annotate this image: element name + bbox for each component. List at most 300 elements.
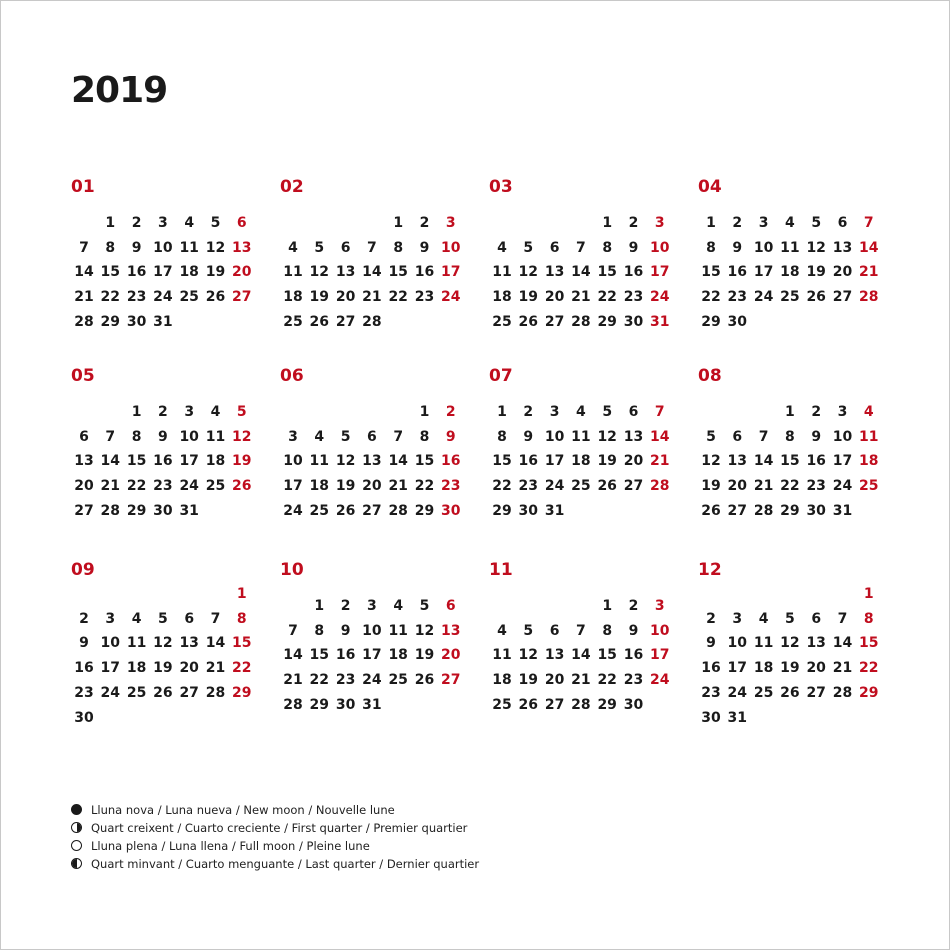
week-row <box>698 260 888 284</box>
week-row <box>280 693 470 717</box>
week-row <box>71 499 261 523</box>
day-date: 21 <box>362 289 382 306</box>
week-row <box>489 400 679 424</box>
day-date: 4 <box>785 215 795 231</box>
sunday-date: 3 <box>654 215 665 231</box>
day-date: 19 <box>518 672 539 689</box>
day-date: 14 <box>832 635 853 652</box>
day-date: 23 <box>126 289 147 306</box>
day-date: 4 <box>758 610 769 627</box>
day-date: 4 <box>210 404 221 420</box>
day-date: 2 <box>628 598 639 614</box>
day-date: 31 <box>153 313 173 330</box>
legend-label: Lluna plena / Luna llena / Full moon / Pleine lune <box>91 839 370 853</box>
day-date: 1 <box>785 404 795 420</box>
day-date: 29 <box>780 502 800 519</box>
day-date: 18 <box>126 660 147 677</box>
day-date: 19 <box>153 660 173 677</box>
day-date: 15 <box>414 453 435 470</box>
week-row <box>698 582 888 606</box>
week-row <box>698 631 888 655</box>
day-date: 29 <box>701 313 721 330</box>
day-date: 8 <box>105 239 116 256</box>
month-title: 10 <box>280 560 304 580</box>
month-title: 01 <box>71 177 95 197</box>
week-row <box>71 310 261 334</box>
day-date: 15 <box>701 264 721 281</box>
sunday-date: 17 <box>650 647 670 664</box>
day-date: 13 <box>74 453 94 470</box>
day-date: 9 <box>158 428 168 445</box>
month-title: 02 <box>280 177 304 197</box>
day-date: 6 <box>79 428 89 445</box>
day-date: 12 <box>309 264 330 281</box>
sunday-date: 14 <box>650 428 670 445</box>
day-date: 15 <box>100 264 121 281</box>
day-date: 2 <box>131 215 142 231</box>
sunday-date: 13 <box>232 239 252 256</box>
sunday-date: 29 <box>232 684 252 701</box>
week-row <box>698 425 888 449</box>
week-row <box>489 693 679 717</box>
day-date: 2 <box>158 404 168 420</box>
day-date: 14 <box>753 453 774 470</box>
day-date: 3 <box>184 404 195 420</box>
sunday-date: 5 <box>236 404 247 420</box>
last-quarter-moon-icon <box>71 858 82 869</box>
week-row <box>71 631 261 655</box>
week-row <box>280 668 470 692</box>
month-title: 11 <box>489 560 513 580</box>
sunday-date: 7 <box>654 404 665 420</box>
day-date: 13 <box>806 635 826 652</box>
day-date: 10 <box>727 635 748 652</box>
day-date: 10 <box>753 239 774 256</box>
sunday-date: 20 <box>232 264 252 281</box>
day-date: 14 <box>362 264 382 281</box>
day-date: 24 <box>727 684 748 701</box>
week-row <box>280 285 470 309</box>
sunday-date: 1 <box>236 586 247 602</box>
week-row <box>280 499 470 523</box>
legend-label: Quart minvant / Cuarto menguante / Last quarter / Dernier quartier <box>91 857 480 871</box>
day-date: 24 <box>153 289 173 306</box>
sunday-date: 9 <box>445 428 456 445</box>
day-date: 21 <box>74 289 94 306</box>
sunday-date: 6 <box>445 598 456 614</box>
sunday-date: 15 <box>859 635 879 652</box>
month-title: 08 <box>698 366 722 386</box>
week-row <box>489 499 679 523</box>
day-date: 29 <box>309 696 330 713</box>
day-date: 4 <box>393 598 404 614</box>
sunday-date: 28 <box>650 478 670 495</box>
day-date: 20 <box>179 660 199 677</box>
week-row <box>489 668 679 692</box>
week-row <box>71 681 261 705</box>
day-date: 31 <box>362 696 382 713</box>
day-date: 23 <box>518 478 539 495</box>
day-date: 17 <box>753 264 774 281</box>
day-date: 21 <box>753 478 774 495</box>
sunday-date: 20 <box>441 647 461 664</box>
day-date: 5 <box>523 239 534 256</box>
day-date: 30 <box>74 709 94 726</box>
week-row <box>489 425 679 449</box>
day-date: 6 <box>811 610 822 627</box>
day-date: 30 <box>806 502 826 519</box>
day-date: 29 <box>597 313 617 330</box>
week-row <box>71 236 261 260</box>
day-date: 9 <box>340 622 351 639</box>
day-date: 9 <box>523 428 534 445</box>
day-date: 11 <box>283 264 303 281</box>
day-date: 11 <box>492 647 512 664</box>
full-moon-icon <box>71 840 82 851</box>
day-date: 3 <box>367 598 377 614</box>
day-date: 16 <box>414 264 435 281</box>
day-date: 30 <box>727 313 748 330</box>
month-title: 07 <box>489 366 513 386</box>
sunday-date: 19 <box>232 453 252 470</box>
day-date: 14 <box>571 647 591 664</box>
day-date: 21 <box>205 660 226 677</box>
sunday-date: 11 <box>859 428 879 445</box>
day-date: 17 <box>100 660 121 677</box>
day-date: 16 <box>701 660 721 677</box>
day-date: 10 <box>544 428 565 445</box>
week-row <box>71 656 261 680</box>
day-date: 26 <box>309 313 330 330</box>
week-row <box>489 594 679 618</box>
day-date: 6 <box>549 622 560 639</box>
day-date: 16 <box>518 453 539 470</box>
day-date: 2 <box>706 610 716 627</box>
sunday-date: 10 <box>650 239 670 256</box>
month-title: 05 <box>71 366 95 386</box>
day-date: 5 <box>419 598 430 614</box>
sunday-date: 2 <box>445 404 456 420</box>
day-date: 18 <box>492 672 512 689</box>
day-date: 16 <box>727 264 748 281</box>
day-date: 15 <box>126 453 147 470</box>
day-date: 2 <box>523 404 534 420</box>
day-date: 28 <box>571 313 591 330</box>
day-date: 29 <box>414 502 435 519</box>
day-date: 23 <box>623 289 644 306</box>
day-date: 12 <box>153 635 173 652</box>
sunday-date: 8 <box>236 610 247 627</box>
day-date: 28 <box>74 313 94 330</box>
day-date: 11 <box>309 453 330 470</box>
day-date: 2 <box>340 598 351 614</box>
day-date: 1 <box>602 598 613 614</box>
day-date: 3 <box>549 404 560 420</box>
day-date: 26 <box>518 313 539 330</box>
day-date: 30 <box>518 502 539 519</box>
day-date: 21 <box>283 672 303 689</box>
day-date: 9 <box>628 239 639 256</box>
day-date: 11 <box>205 428 226 445</box>
week-row <box>698 681 888 705</box>
day-date: 31 <box>832 502 853 519</box>
day-date: 28 <box>205 684 226 701</box>
day-date: 31 <box>179 502 199 519</box>
day-date: 29 <box>492 502 512 519</box>
day-date: 25 <box>205 478 226 495</box>
day-date: 20 <box>544 672 565 689</box>
week-row <box>489 285 679 309</box>
day-date: 18 <box>205 453 226 470</box>
sunday-date: 18 <box>859 453 879 470</box>
day-date: 28 <box>283 696 303 713</box>
day-date: 17 <box>179 453 199 470</box>
day-date: 18 <box>571 453 591 470</box>
month-title: 04 <box>698 177 722 197</box>
day-date: 5 <box>706 428 716 445</box>
sunday-date: 14 <box>859 239 879 256</box>
day-date: 27 <box>362 502 382 519</box>
day-date: 26 <box>597 478 617 495</box>
day-date: 15 <box>309 647 330 664</box>
day-date: 7 <box>288 622 298 639</box>
week-row <box>71 211 261 235</box>
day-date: 18 <box>753 660 774 677</box>
day-date: 28 <box>753 502 774 519</box>
day-date: 30 <box>623 313 644 330</box>
day-date: 19 <box>309 289 330 306</box>
week-row <box>71 260 261 284</box>
day-date: 7 <box>367 239 377 256</box>
day-date: 6 <box>732 428 743 445</box>
day-date: 31 <box>727 709 748 726</box>
day-date: 1 <box>706 215 716 231</box>
day-date: 5 <box>785 610 795 627</box>
week-row <box>489 211 679 235</box>
day-date: 13 <box>544 647 565 664</box>
year-title: 2019 <box>71 70 168 111</box>
day-date: 7 <box>393 428 404 445</box>
week-row <box>71 285 261 309</box>
day-date: 8 <box>419 428 430 445</box>
day-date: 5 <box>210 215 221 231</box>
sunday-date: 4 <box>863 404 874 420</box>
day-date: 25 <box>571 478 591 495</box>
day-date: 16 <box>623 264 644 281</box>
day-date: 18 <box>388 647 408 664</box>
day-date: 26 <box>414 672 435 689</box>
day-date: 11 <box>388 622 408 639</box>
sunday-date: 16 <box>441 453 461 470</box>
day-date: 22 <box>126 478 147 495</box>
day-date: 26 <box>335 502 356 519</box>
day-date: 9 <box>131 239 142 256</box>
day-date: 25 <box>283 313 303 330</box>
day-date: 12 <box>806 239 826 256</box>
day-date: 22 <box>309 672 330 689</box>
day-date: 4 <box>497 239 507 256</box>
week-row <box>280 425 470 449</box>
sunday-date: 26 <box>232 478 252 495</box>
day-date: 16 <box>153 453 173 470</box>
day-date: 5 <box>158 610 168 627</box>
day-date: 5 <box>523 622 534 639</box>
month-title: 12 <box>698 560 722 580</box>
day-date: 22 <box>388 289 408 306</box>
day-date: 31 <box>544 502 565 519</box>
day-date: 17 <box>153 264 173 281</box>
day-date: 7 <box>758 428 769 445</box>
day-date: 1 <box>419 404 430 420</box>
day-date: 25 <box>492 313 512 330</box>
week-row <box>71 607 261 631</box>
day-date: 26 <box>153 684 173 701</box>
day-date: 7 <box>837 610 848 627</box>
day-date: 5 <box>602 404 613 420</box>
day-date: 30 <box>701 709 721 726</box>
sunday-date: 6 <box>236 215 247 231</box>
day-date: 2 <box>732 215 743 231</box>
week-row <box>280 400 470 424</box>
day-date: 22 <box>100 289 121 306</box>
day-date: 28 <box>100 502 121 519</box>
week-row <box>280 236 470 260</box>
day-date: 26 <box>780 684 800 701</box>
day-date: 19 <box>597 453 617 470</box>
day-date: 6 <box>837 215 848 231</box>
day-date: 28 <box>571 696 591 713</box>
day-date: 17 <box>283 478 303 495</box>
week-row <box>71 706 261 730</box>
day-date: 21 <box>571 672 591 689</box>
sunday-date: 22 <box>232 660 252 677</box>
day-date: 23 <box>623 672 644 689</box>
day-date: 10 <box>832 428 853 445</box>
day-date: 3 <box>288 428 298 445</box>
day-date: 20 <box>806 660 826 677</box>
day-date: 14 <box>205 635 226 652</box>
week-row <box>489 619 679 643</box>
day-date: 8 <box>602 622 613 639</box>
day-date: 14 <box>74 264 94 281</box>
day-date: 24 <box>100 684 121 701</box>
day-date: 25 <box>492 696 512 713</box>
day-date: 2 <box>811 404 822 420</box>
day-date: 22 <box>701 289 721 306</box>
sunday-date: 17 <box>441 264 461 281</box>
week-row <box>698 400 888 424</box>
day-date: 16 <box>74 660 94 677</box>
day-date: 7 <box>576 622 586 639</box>
day-date: 5 <box>314 239 325 256</box>
day-date: 11 <box>179 239 199 256</box>
day-date: 20 <box>335 289 356 306</box>
day-date: 19 <box>780 660 800 677</box>
day-date: 4 <box>497 622 507 639</box>
sunday-date: 3 <box>654 598 665 614</box>
day-date: 23 <box>74 684 94 701</box>
day-date: 10 <box>362 622 382 639</box>
day-date: 3 <box>837 404 848 420</box>
week-row <box>698 449 888 473</box>
day-date: 1 <box>314 598 325 614</box>
sunday-date: 29 <box>859 684 879 701</box>
sunday-date: 24 <box>650 672 670 689</box>
month-title: 09 <box>71 560 95 580</box>
day-date: 4 <box>184 215 195 231</box>
day-date: 23 <box>335 672 356 689</box>
day-date: 18 <box>309 478 330 495</box>
day-date: 10 <box>153 239 173 256</box>
day-date: 20 <box>727 478 748 495</box>
week-row <box>280 643 470 667</box>
day-date: 1 <box>602 215 613 231</box>
day-date: 17 <box>727 660 748 677</box>
day-date: 7 <box>79 239 89 256</box>
day-date: 15 <box>780 453 800 470</box>
sunday-date: 7 <box>863 215 874 231</box>
day-date: 10 <box>179 428 199 445</box>
sunday-date: 21 <box>859 264 879 281</box>
day-date: 12 <box>780 635 800 652</box>
day-date: 18 <box>179 264 199 281</box>
day-date: 8 <box>706 239 716 256</box>
day-date: 20 <box>623 453 644 470</box>
day-date: 17 <box>832 453 853 470</box>
day-date: 24 <box>753 289 774 306</box>
day-date: 30 <box>126 313 147 330</box>
month-title: 06 <box>280 366 304 386</box>
day-date: 4 <box>314 428 325 445</box>
day-date: 29 <box>100 313 121 330</box>
day-date: 2 <box>79 610 89 627</box>
week-row <box>280 211 470 235</box>
day-date: 25 <box>388 672 408 689</box>
day-date: 6 <box>184 610 195 627</box>
sunday-date: 8 <box>863 610 874 627</box>
day-date: 11 <box>492 264 512 281</box>
day-date: 2 <box>628 215 639 231</box>
day-date: 24 <box>544 478 565 495</box>
day-date: 1 <box>131 404 142 420</box>
day-date: 19 <box>518 289 539 306</box>
day-date: 7 <box>210 610 221 627</box>
day-date: 17 <box>544 453 565 470</box>
day-date: 26 <box>806 289 826 306</box>
day-date: 21 <box>832 660 853 677</box>
sunday-date: 10 <box>650 622 670 639</box>
day-date: 2 <box>419 215 430 231</box>
day-date: 13 <box>832 239 853 256</box>
day-date: 20 <box>832 264 853 281</box>
week-row <box>698 310 888 334</box>
day-date: 24 <box>283 502 303 519</box>
day-date: 12 <box>335 453 356 470</box>
day-date: 5 <box>811 215 822 231</box>
week-row <box>698 285 888 309</box>
day-date: 20 <box>74 478 94 495</box>
day-date: 10 <box>100 635 121 652</box>
week-row <box>698 656 888 680</box>
day-date: 3 <box>105 610 116 627</box>
day-date: 9 <box>419 239 430 256</box>
day-date: 3 <box>732 610 743 627</box>
day-date: 19 <box>335 478 356 495</box>
day-date: 14 <box>571 264 591 281</box>
day-date: 23 <box>414 289 435 306</box>
day-date: 5 <box>340 428 351 445</box>
day-date: 14 <box>388 453 408 470</box>
